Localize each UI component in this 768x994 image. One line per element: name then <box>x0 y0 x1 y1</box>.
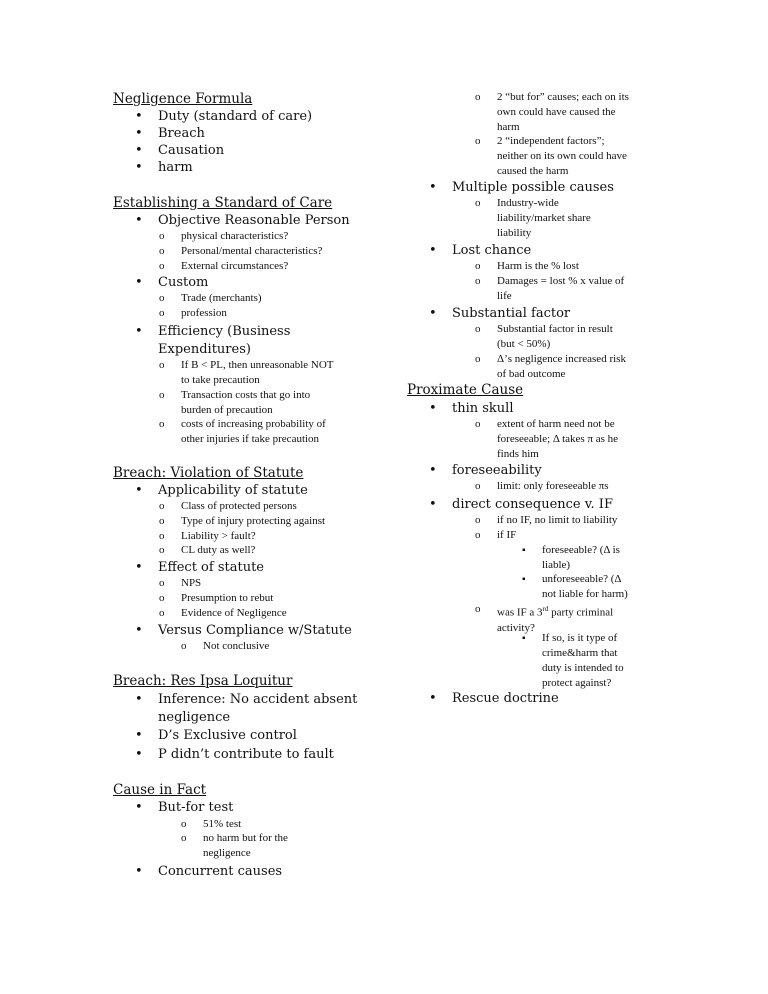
list-item: • thin skull <box>452 400 514 418</box>
sub-item <box>497 274 624 304</box>
sub-item: o Type of injury protecting against <box>181 514 325 529</box>
list-item: • Effect of statute <box>158 559 264 577</box>
list-item: • Concurrent causes <box>158 863 282 881</box>
list-item: • Multiple possible causes <box>452 179 614 197</box>
list-item: • Versus Compliance w/Statute <box>158 622 352 640</box>
list-item: • foreseeability <box>452 462 542 480</box>
sub-item-line: party criminal <box>548 606 614 619</box>
sub-item-line: was IF a 3 <box>497 606 543 619</box>
sub-item <box>497 352 626 382</box>
sub-item-line: extent of harm need not be <box>497 418 615 430</box>
sub-item <box>497 90 629 135</box>
sub-item-line: burden of precaution <box>181 404 273 416</box>
list-item: • harm <box>158 159 193 177</box>
sub-item-line: If so, is it type of <box>542 632 618 644</box>
sub-item-line: crime&harm that <box>542 647 618 659</box>
negligence-formula-heading: Negligence Formula <box>113 91 253 107</box>
sub-item: o Evidence of Negligence <box>181 606 287 621</box>
res-ipsa-heading: Breach: Res Ipsa Loquitur <box>113 673 293 689</box>
violation-of-statute-heading: Breach: Violation of Statute <box>113 465 304 481</box>
sub-sub-item <box>542 543 620 573</box>
list-item: • Breach <box>158 125 205 143</box>
sub-item: o Class of protected persons <box>181 499 297 514</box>
list-item: • direct consequence v. IF <box>452 496 613 514</box>
list-item <box>158 323 290 359</box>
sub-item: o Liability > fault? <box>181 529 256 544</box>
sub-item-line: costs of increasing probability of <box>181 418 326 430</box>
list-item: • Objective Reasonable Person <box>158 212 350 230</box>
sub-item <box>497 417 618 462</box>
list-item: • P didn’t contribute to fault <box>158 746 334 764</box>
sub-item-line: 2 “independent factors”; <box>497 135 605 147</box>
sub-item-line: other injuries if take precaution <box>181 433 320 445</box>
sub-item-line: liability <box>497 227 532 239</box>
sub-item-line: Substantial factor in result <box>497 323 613 335</box>
sub-item <box>181 417 326 447</box>
sub-item: o External circumstances? <box>181 259 288 274</box>
list-item: • Substantial factor <box>452 305 570 323</box>
sub-item-line: (but < 50%) <box>497 338 551 350</box>
sub-item-line: 2 “but for” causes; each on its <box>497 91 629 103</box>
sub-item: o 51% test <box>203 817 241 832</box>
efficiency-line1: Efficiency (Business <box>158 324 291 339</box>
sub-item-line: foreseeable; Δ takes π as he <box>497 433 619 445</box>
sub-item-line: life <box>497 290 512 302</box>
list-item: • D’s Exclusive control <box>158 727 297 745</box>
inference-line1: Inference: No accident absent <box>158 692 358 707</box>
inference-line2: negligence <box>158 710 231 725</box>
sub-item: o if IF <box>497 528 516 543</box>
list-item: • Rescue doctrine <box>452 690 559 708</box>
sub-item-line: liability/market share <box>497 212 591 224</box>
standard-of-care-heading: Establishing a Standard of Care <box>113 195 333 211</box>
sub-item-line: not liable for harm) <box>542 588 628 600</box>
list-item: • Custom <box>158 274 208 292</box>
list-item: • Lost chance <box>452 242 531 260</box>
sub-item: o Not conclusive <box>203 639 269 654</box>
sub-item <box>497 134 627 179</box>
sub-item: o Personal/mental characteristics? <box>181 244 322 259</box>
sub-item-line: Damages = lost % x value of <box>497 275 625 287</box>
sub-item-line: to take precaution <box>181 374 260 386</box>
sub-item: o Harm is the % lost <box>497 259 579 274</box>
list-item: • But-for test <box>158 799 233 817</box>
sub-item: o limit: only foreseeable πs <box>497 479 609 494</box>
sub-item-line: foreseeable? (Δ is <box>542 544 620 556</box>
sub-item-line: Δ’s negligence increased risk <box>497 353 626 365</box>
sub-item <box>203 831 288 861</box>
sub-item-line: If B < PL, then unreasonable NOT <box>181 359 334 371</box>
sub-item-line: of bad outcome <box>497 368 566 380</box>
sub-item-line: activity? <box>497 621 535 634</box>
sub-sub-item <box>542 572 628 602</box>
sub-item-line: caused the harm <box>497 165 569 177</box>
sub-item-line: own could have caused the <box>497 106 616 118</box>
sub-item <box>181 388 310 418</box>
list-item <box>158 691 357 727</box>
proximate-cause-heading: Proximate Cause <box>407 382 524 398</box>
sub-item: o if no IF, no limit to liability <box>497 513 617 528</box>
sub-item <box>497 322 613 352</box>
sub-item-line: unforeseeable? (Δ <box>542 573 622 585</box>
sub-item <box>181 358 334 388</box>
sub-item: o NPS <box>181 576 201 591</box>
sub-item-line: no harm but for the <box>203 832 288 844</box>
sub-item: o physical characteristics? <box>181 229 288 244</box>
sub-sub-item <box>542 631 624 691</box>
sub-item-line: neither on its own could have <box>497 150 627 162</box>
sub-item <box>497 196 591 241</box>
list-item: • Causation <box>158 142 224 160</box>
sub-item-line: Transaction costs that go into <box>181 389 311 401</box>
sub-item-line: protect against? <box>542 677 612 689</box>
sub-item-line: harm <box>497 121 520 133</box>
sub-item: o CL duty as well? <box>181 543 255 558</box>
sub-item-line: finds him <box>497 448 539 460</box>
sub-item-line: duty is intended to <box>542 662 624 674</box>
list-item: • Applicability of statute <box>158 482 308 500</box>
sub-item-line: negligence <box>203 847 251 859</box>
superscript: rd <box>542 605 549 613</box>
sub-item: o profession <box>181 306 227 321</box>
sub-item: o Trade (merchants) <box>181 291 262 306</box>
cause-in-fact-heading: Cause in Fact <box>113 782 207 798</box>
sub-item-line: liable) <box>542 559 571 571</box>
sub-item-line: Industry-wide <box>497 197 559 209</box>
list-item: • Duty (standard of care) <box>158 108 312 126</box>
efficiency-line2: Expenditures) <box>158 342 251 357</box>
sub-item: o Presumption to rebut <box>181 591 273 606</box>
